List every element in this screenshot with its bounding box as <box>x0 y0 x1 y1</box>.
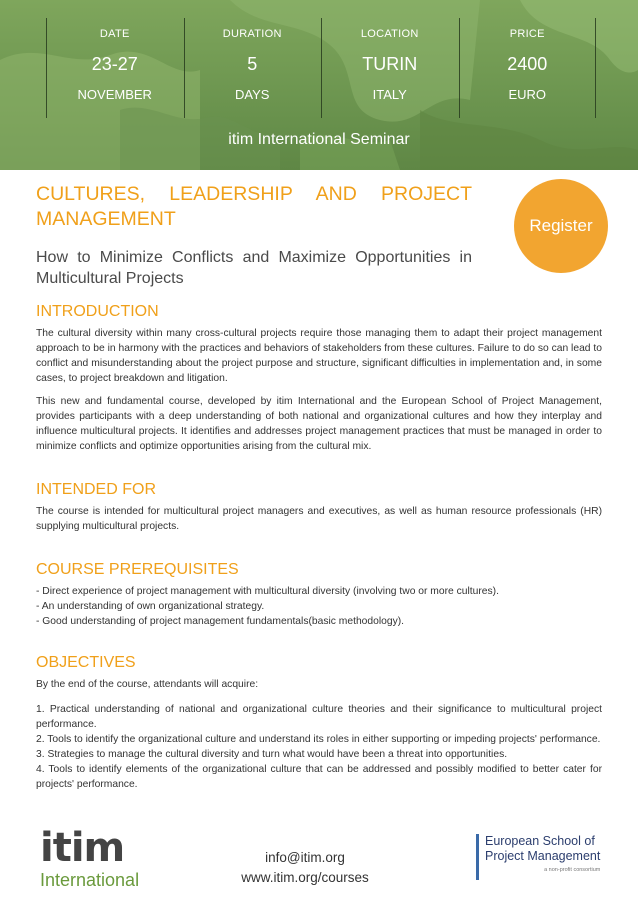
course-subtitle: How to Minimize Conflicts and Maximize Opportunities in Multicultural Projects <box>36 249 472 287</box>
introduction-paragraph: The cultural diversity within many cross-cultural projects require those managing them to adapt their project management approach to be in harmony with the practices and behaviors of stakeholders from these cultures. Failure to do so can lead to conflict and misunderstanding about the project purpose and structure, significant difficulties in implementation and, in some cases, to project breakdown and litigation. <box>36 328 602 384</box>
seminar-title: itim International Seminar <box>228 131 410 148</box>
objective-item: 1. Practical understanding of national and organizational culture theories and their significance to multicultural project performance. <box>36 704 602 730</box>
objective-item: 3. Strategies to manage the cultural diversity and turn what would have been a threat into opportunities. <box>36 749 508 760</box>
register-button[interactable]: Register <box>514 179 608 273</box>
intended-for-text: The course is intended for multicultural project managers and executives, as well as human resource professionals (HR) supplying multicultural projects. <box>36 506 602 532</box>
prerequisite-item: - Direct experience of project management with multicultural diversity (involving two or more cultures). <box>36 586 499 597</box>
logo-bar <box>476 834 479 880</box>
objectives-section <box>36 654 602 792</box>
price-column <box>459 14 597 118</box>
itim-international-logo <box>40 825 140 891</box>
date-value: 23-27 <box>91 54 138 74</box>
objectives-intro: By the end of the course, attendants will acquire: <box>36 679 259 690</box>
price-value: 2400 <box>507 54 548 74</box>
introduction-heading: INTRODUCTION <box>36 303 159 320</box>
date-column <box>46 14 184 118</box>
objective-item: 2. Tools to identify the organizational culture and understand its roles in either supporting or impeding projects' performance. <box>36 734 601 745</box>
location-column <box>321 14 459 118</box>
duration-label: DURATION <box>222 28 282 40</box>
introduction-paragraph: This new and fundamental course, developed by itim International and the European School of Project Management, provides participants with a deep understanding of both national and organizational cultures and how they interplay and influence multicultural projects. It identifies and addresses project management practices that must be managed in order to minimize conflicts and optimize opportunities arising from the cultural mix. <box>36 396 602 452</box>
course-title: CULTURES, LEADERSHIP AND PROJECT MANAGEMENT <box>36 183 472 230</box>
column-divider <box>46 18 47 118</box>
intended-for-heading: INTENDED FOR <box>36 481 156 498</box>
itim-logo-word: itim <box>40 825 125 871</box>
duration-value: 5 <box>247 54 258 74</box>
itim-logo-sub: International <box>40 870 140 890</box>
objectives-heading: OBJECTIVES <box>36 654 136 671</box>
column-divider <box>595 18 596 118</box>
price-currency: EURO <box>508 87 547 102</box>
contact-email-link[interactable]: info@itim.org <box>265 850 345 865</box>
prerequisites-section <box>36 561 602 629</box>
column-divider <box>321 18 322 118</box>
location-city: TURIN <box>362 54 418 74</box>
esp-logo-line2: Project Management <box>485 849 601 863</box>
column-divider <box>184 18 185 118</box>
date-label: DATE <box>99 28 130 40</box>
duration-unit: DAYS <box>235 87 270 102</box>
date-month: NOVEMBER <box>77 87 152 102</box>
prerequisite-item: - An understanding of own organizational strategy. <box>36 601 265 612</box>
location-country: ITALY <box>372 87 407 102</box>
esp-logo-tagline: a non-profit consortium <box>544 867 601 873</box>
prerequisites-heading: COURSE PREREQUISITES <box>36 561 239 578</box>
event-info-row <box>46 14 596 118</box>
intended-for-section <box>36 481 602 534</box>
contact-block <box>200 848 410 888</box>
duration-column <box>184 14 322 118</box>
esp-logo-line1: European School of <box>485 834 595 848</box>
website-link[interactable]: www.itim.org/courses <box>241 870 369 885</box>
location-label: LOCATION <box>360 28 419 40</box>
header-banner <box>0 0 638 170</box>
price-label: PRICE <box>509 28 545 40</box>
prerequisite-item: - Good understanding of project management fundamentals(basic methodology). <box>36 616 405 627</box>
column-divider <box>459 18 460 118</box>
objective-item: 4. Tools to identify elements of the organizational culture that can be addressed and possibly modified to better cater for projects' performance. <box>36 764 602 790</box>
introduction-section <box>36 303 602 454</box>
european-school-logo <box>476 834 600 880</box>
